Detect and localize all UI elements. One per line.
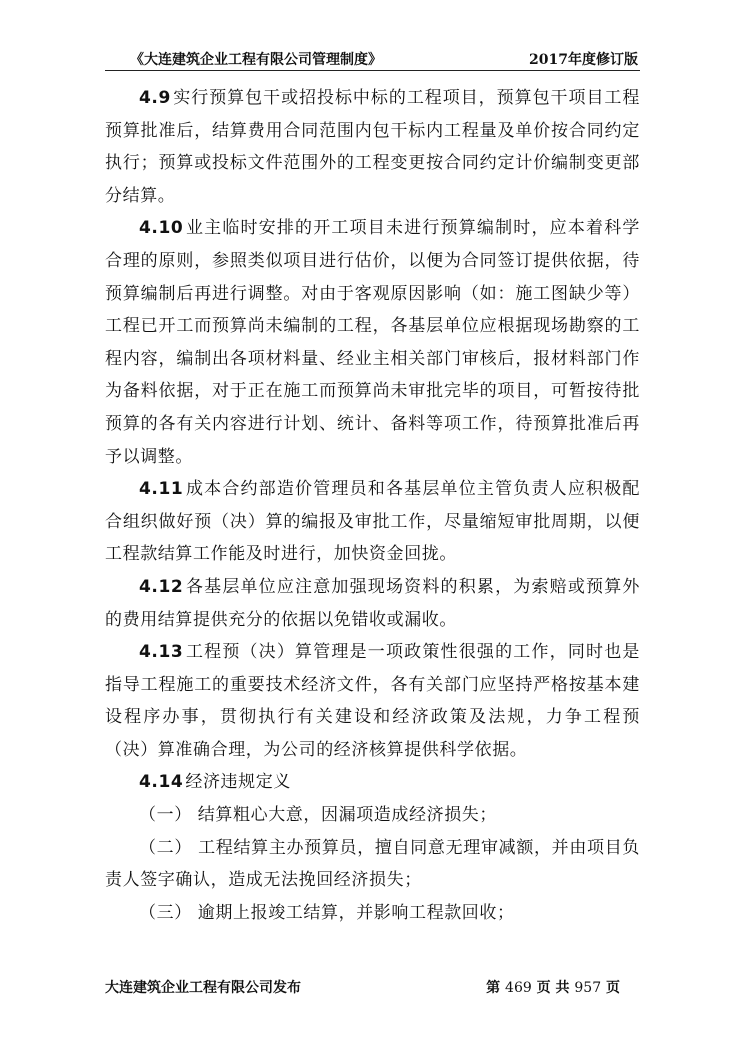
paragraph-text: 各基层单位应注意加强现场资料的积累，为索赔或预算外的费用结算提供充分的依据以免错收或漏收。 [105, 576, 640, 630]
page-prefix: 第 [486, 980, 501, 996]
paragraph-4-10 [105, 212, 640, 473]
page-total: 957 [574, 980, 602, 996]
publisher-label: 大连建筑企业工程有限公司发布 [105, 980, 301, 996]
page-suffix: 页 [606, 980, 620, 996]
list-item-text: （三） 逾期上报竣工结算，并影响工程款回收； [139, 902, 515, 923]
list-item-1 [105, 799, 640, 832]
edition-label: 2017年度修订版 [529, 52, 638, 68]
list-item-text: （一） 结算粗心大意，因漏项造成经济损失； [139, 805, 498, 826]
page-counter [486, 977, 620, 997]
paragraph-text: 成本合约部造价管理员和各基层单位主管负责人应积极配合组织做好预（决）算的编报及审批工作，尽量缩短审批周期，以便工程款结算工作能及时进行，加快资金回拢。 [105, 479, 640, 565]
document-title: 《大连建筑企业工程有限公司管理制度》 [130, 52, 382, 68]
paragraph-text: 工程预（决）算管理是一项政策性很强的工作，同时也是指导工程施工的重要技术经济文件，各有关部门应坚持严格按基本建设程序办事，贯彻执行有关建设和经济政策及法规，力争工程预（决）算准确合理，为公司的经济核算提供科学依据。 [105, 642, 640, 760]
paragraph-4-11 [105, 473, 640, 571]
page-body [105, 82, 640, 929]
paragraph-4-13 [105, 636, 640, 766]
clause-number: 4.10 [139, 218, 184, 239]
clause-number: 4.9 [139, 88, 171, 108]
page-header [105, 46, 640, 71]
clause-number: 4.11 [139, 479, 184, 500]
page-number: 469 [505, 980, 532, 996]
list-item-2 [105, 832, 640, 897]
paragraph-4-12 [105, 571, 640, 636]
clause-number: 4.13 [139, 642, 184, 663]
list-item-3 [105, 897, 640, 930]
paragraph-4-9 [105, 82, 640, 212]
paragraph-text: 实行预算包干或招投标中标的工程项目，预算包干项目工程预算批准后，结算费用合同范围内包干标内工程量及单价按合同约定执行；预算或投标文件范围外的工程变更按合同约定计价编制变更部分结算。 [105, 88, 640, 206]
list-item-text: （二） 工程结算主办预算员，擅自同意无理审减额，并由项目负责人签字确认，造成无法挽回经济损失； [105, 837, 640, 891]
clause-number: 4.12 [139, 576, 184, 597]
clause-number: 4.14 [139, 772, 184, 793]
paragraph-text: 业主临时安排的开工项目未进行预算编制时，应本着科学合理的原则，参照类似项目进行估价，以便为合同签订提供依据，待预算编制后再进行调整。对由于客观原因影响（如：施工图缺少等）工程已开工而预算尚未编制的工程，各基层单位应根据现场勘察的工程内容，编制出各项材料量、经业主相关部门审核后，报材料部门作为备料依据，对于正在施工而预算尚未审批完毕的项目，可暂按待批预算的各有关内容进行计划、统计、备料等项工作，待预算批准后再予以调整。 [105, 218, 640, 467]
page-mid: 页 共 [536, 980, 570, 996]
paragraph-4-14 [105, 766, 640, 799]
paragraph-text: 经济违规定义 [185, 772, 291, 793]
